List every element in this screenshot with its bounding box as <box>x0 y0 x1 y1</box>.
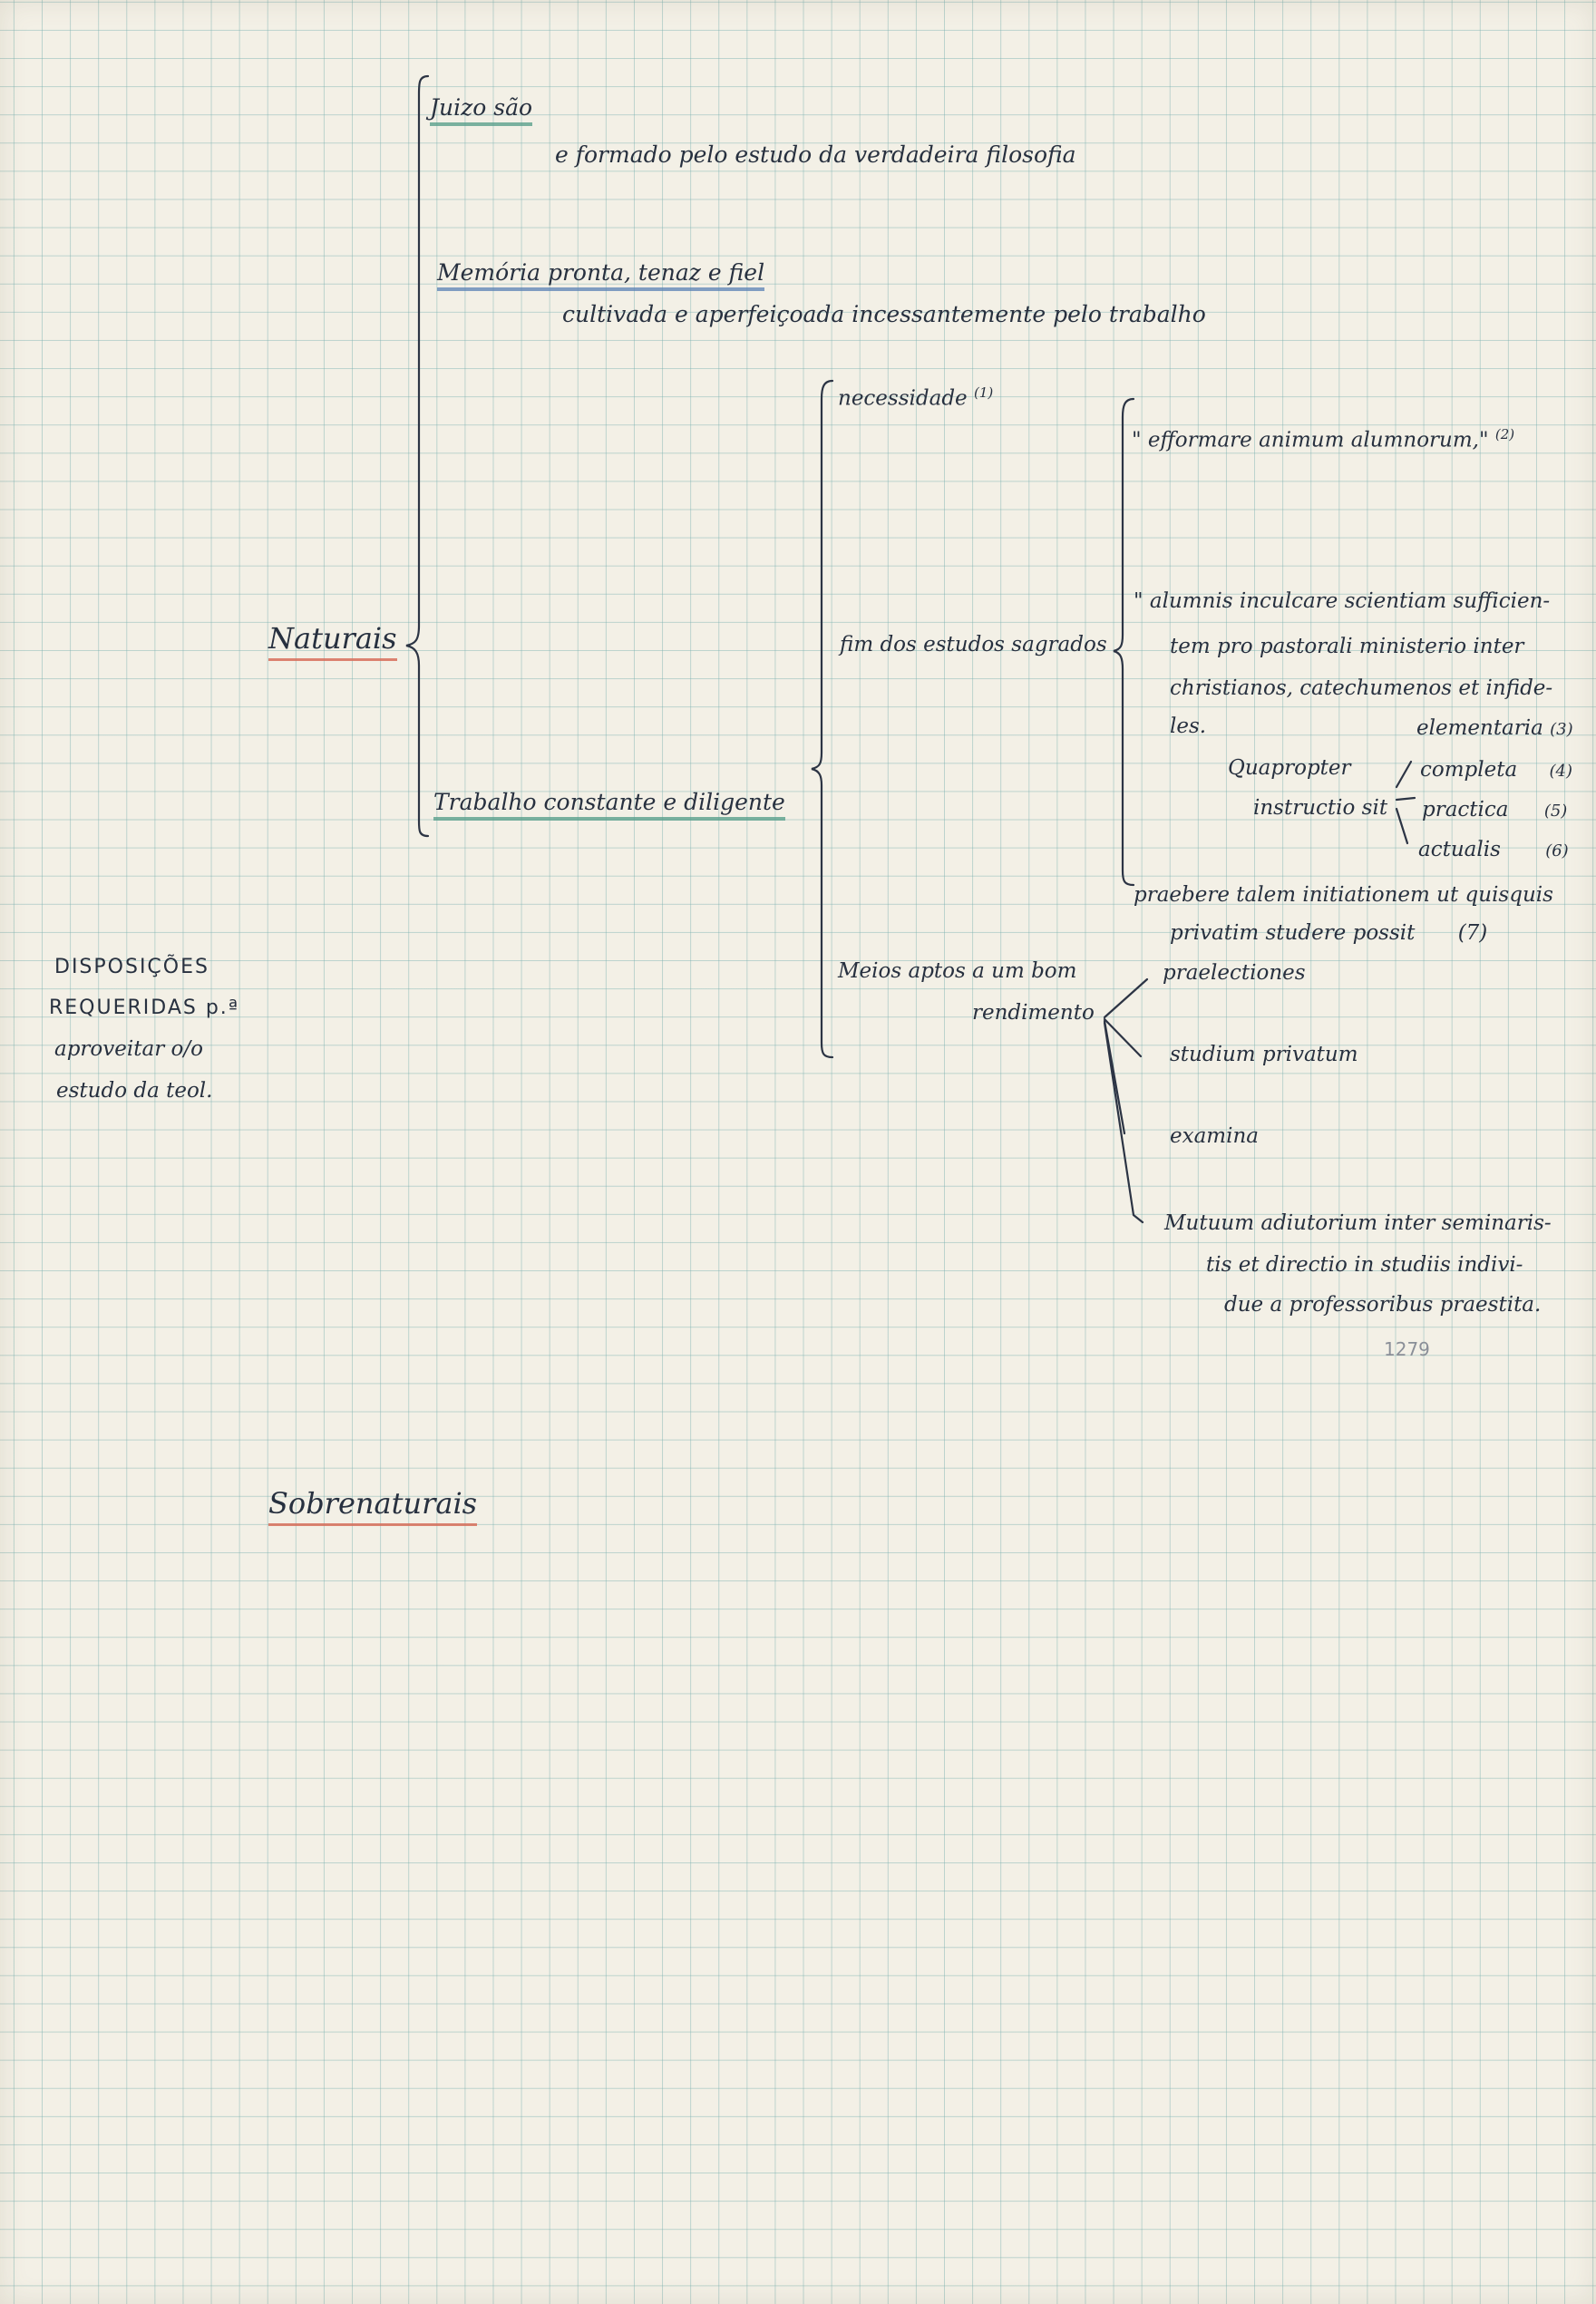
elementaria-text: elementaria <box>1416 716 1543 740</box>
praebere-line-1: praebere talem initiationem ut quisquis <box>1134 883 1553 907</box>
juizo-detail: e formado pelo estudo da verdadeira filosofia <box>555 141 1076 168</box>
mutuum-line-1: Mutuum adiutorium inter seminaris- <box>1164 1211 1552 1235</box>
quapropter: Quapropter <box>1228 756 1351 780</box>
naturais-label <box>268 621 397 656</box>
necessidade <box>838 386 993 410</box>
trabalho-heading-text: Trabalho constante e diligente <box>433 789 785 821</box>
praebere-note: (7) <box>1457 921 1488 945</box>
instructio-item-elementaria <box>1416 718 1573 739</box>
sobrenaturais-label <box>268 1486 478 1521</box>
meios-line-1: Meios aptos a um bom <box>838 959 1077 983</box>
instructio-fork-lower <box>1396 809 1407 843</box>
fim-quote-2-line-3: christianos, catechumenos et infide- <box>1170 676 1553 700</box>
actualis-text: actualis <box>1418 838 1501 861</box>
juizo-heading-text: Juizo são <box>430 94 532 126</box>
meios-fan-top <box>1105 979 1147 1017</box>
memoria-heading-text: Memória pronta, tenaz e fiel <box>437 259 764 291</box>
meios-item-praelectiones: praelectiones <box>1163 961 1306 985</box>
praebere-line-2 <box>1170 923 1487 944</box>
memoria-heading <box>437 261 764 284</box>
memoria-detail: cultivada e aperfeiçoada incessantemente pelo trabalho <box>562 301 1206 327</box>
fim-quote-1 <box>1132 428 1514 452</box>
meios-item-studium: studium privatum <box>1170 1043 1358 1066</box>
practica-note: (5) <box>1543 802 1568 821</box>
actualis-note: (6) <box>1545 841 1569 860</box>
pencil-number: 1279 <box>1384 1338 1430 1360</box>
trabalho-heading <box>433 791 785 813</box>
instructio-item-completa <box>1420 760 1572 781</box>
fim-quote-1-text: " efformare animum alumnorum," <box>1132 428 1489 452</box>
instructio-sit: instructio sit <box>1253 796 1388 820</box>
trabalho-brace <box>812 381 832 1057</box>
sobrenaturais-text: Sobrenaturais <box>268 1486 477 1526</box>
title-line-2: REQUERIDAS p.ª <box>49 996 240 1019</box>
meios-item-examina: examina <box>1170 1124 1259 1148</box>
title-line-1: DISPOSIÇÕES <box>54 956 209 978</box>
juizo-heading <box>430 96 532 119</box>
fim-quote-2-line-4: les. <box>1170 715 1207 738</box>
practica-text: practica <box>1422 798 1509 821</box>
fim-quote-2-line-2: tem pro pastorali ministerio inter <box>1170 635 1524 658</box>
title-line-4: estudo da teol. <box>56 1079 213 1103</box>
instructio-item-practica <box>1422 800 1567 821</box>
completa-text: completa <box>1420 758 1518 782</box>
title-line-3: aproveitar o/o <box>54 1037 203 1061</box>
fim-quote-2-line-1: " alumnis inculcare scientiam sufficien- <box>1134 589 1551 613</box>
fim-quote-1-note: (2) <box>1494 426 1515 442</box>
instructio-fork-upper <box>1396 762 1411 787</box>
instructio-item-actualis <box>1418 840 1569 860</box>
fim-dos-estudos: fim dos estudos sagrados <box>840 633 1107 656</box>
meios-line-2: rendimento <box>972 1001 1095 1025</box>
necessidade-note: (1) <box>973 384 994 401</box>
elementaria-note: (3) <box>1550 720 1573 739</box>
mutuum-line-3: due a professoribus praestita. <box>1224 1293 1542 1317</box>
mutuum-line-2: tis et directio in studiis indivi- <box>1206 1253 1523 1277</box>
fim-brace <box>1114 399 1134 885</box>
instructio-fork-mid <box>1396 798 1415 800</box>
praebere-line-2-text: privatim studere possit <box>1170 921 1416 945</box>
necessidade-text: necessidade <box>838 386 968 411</box>
completa-note: (4) <box>1549 762 1572 781</box>
naturais-text: Naturais <box>268 621 397 661</box>
naturais-brace <box>406 76 428 836</box>
